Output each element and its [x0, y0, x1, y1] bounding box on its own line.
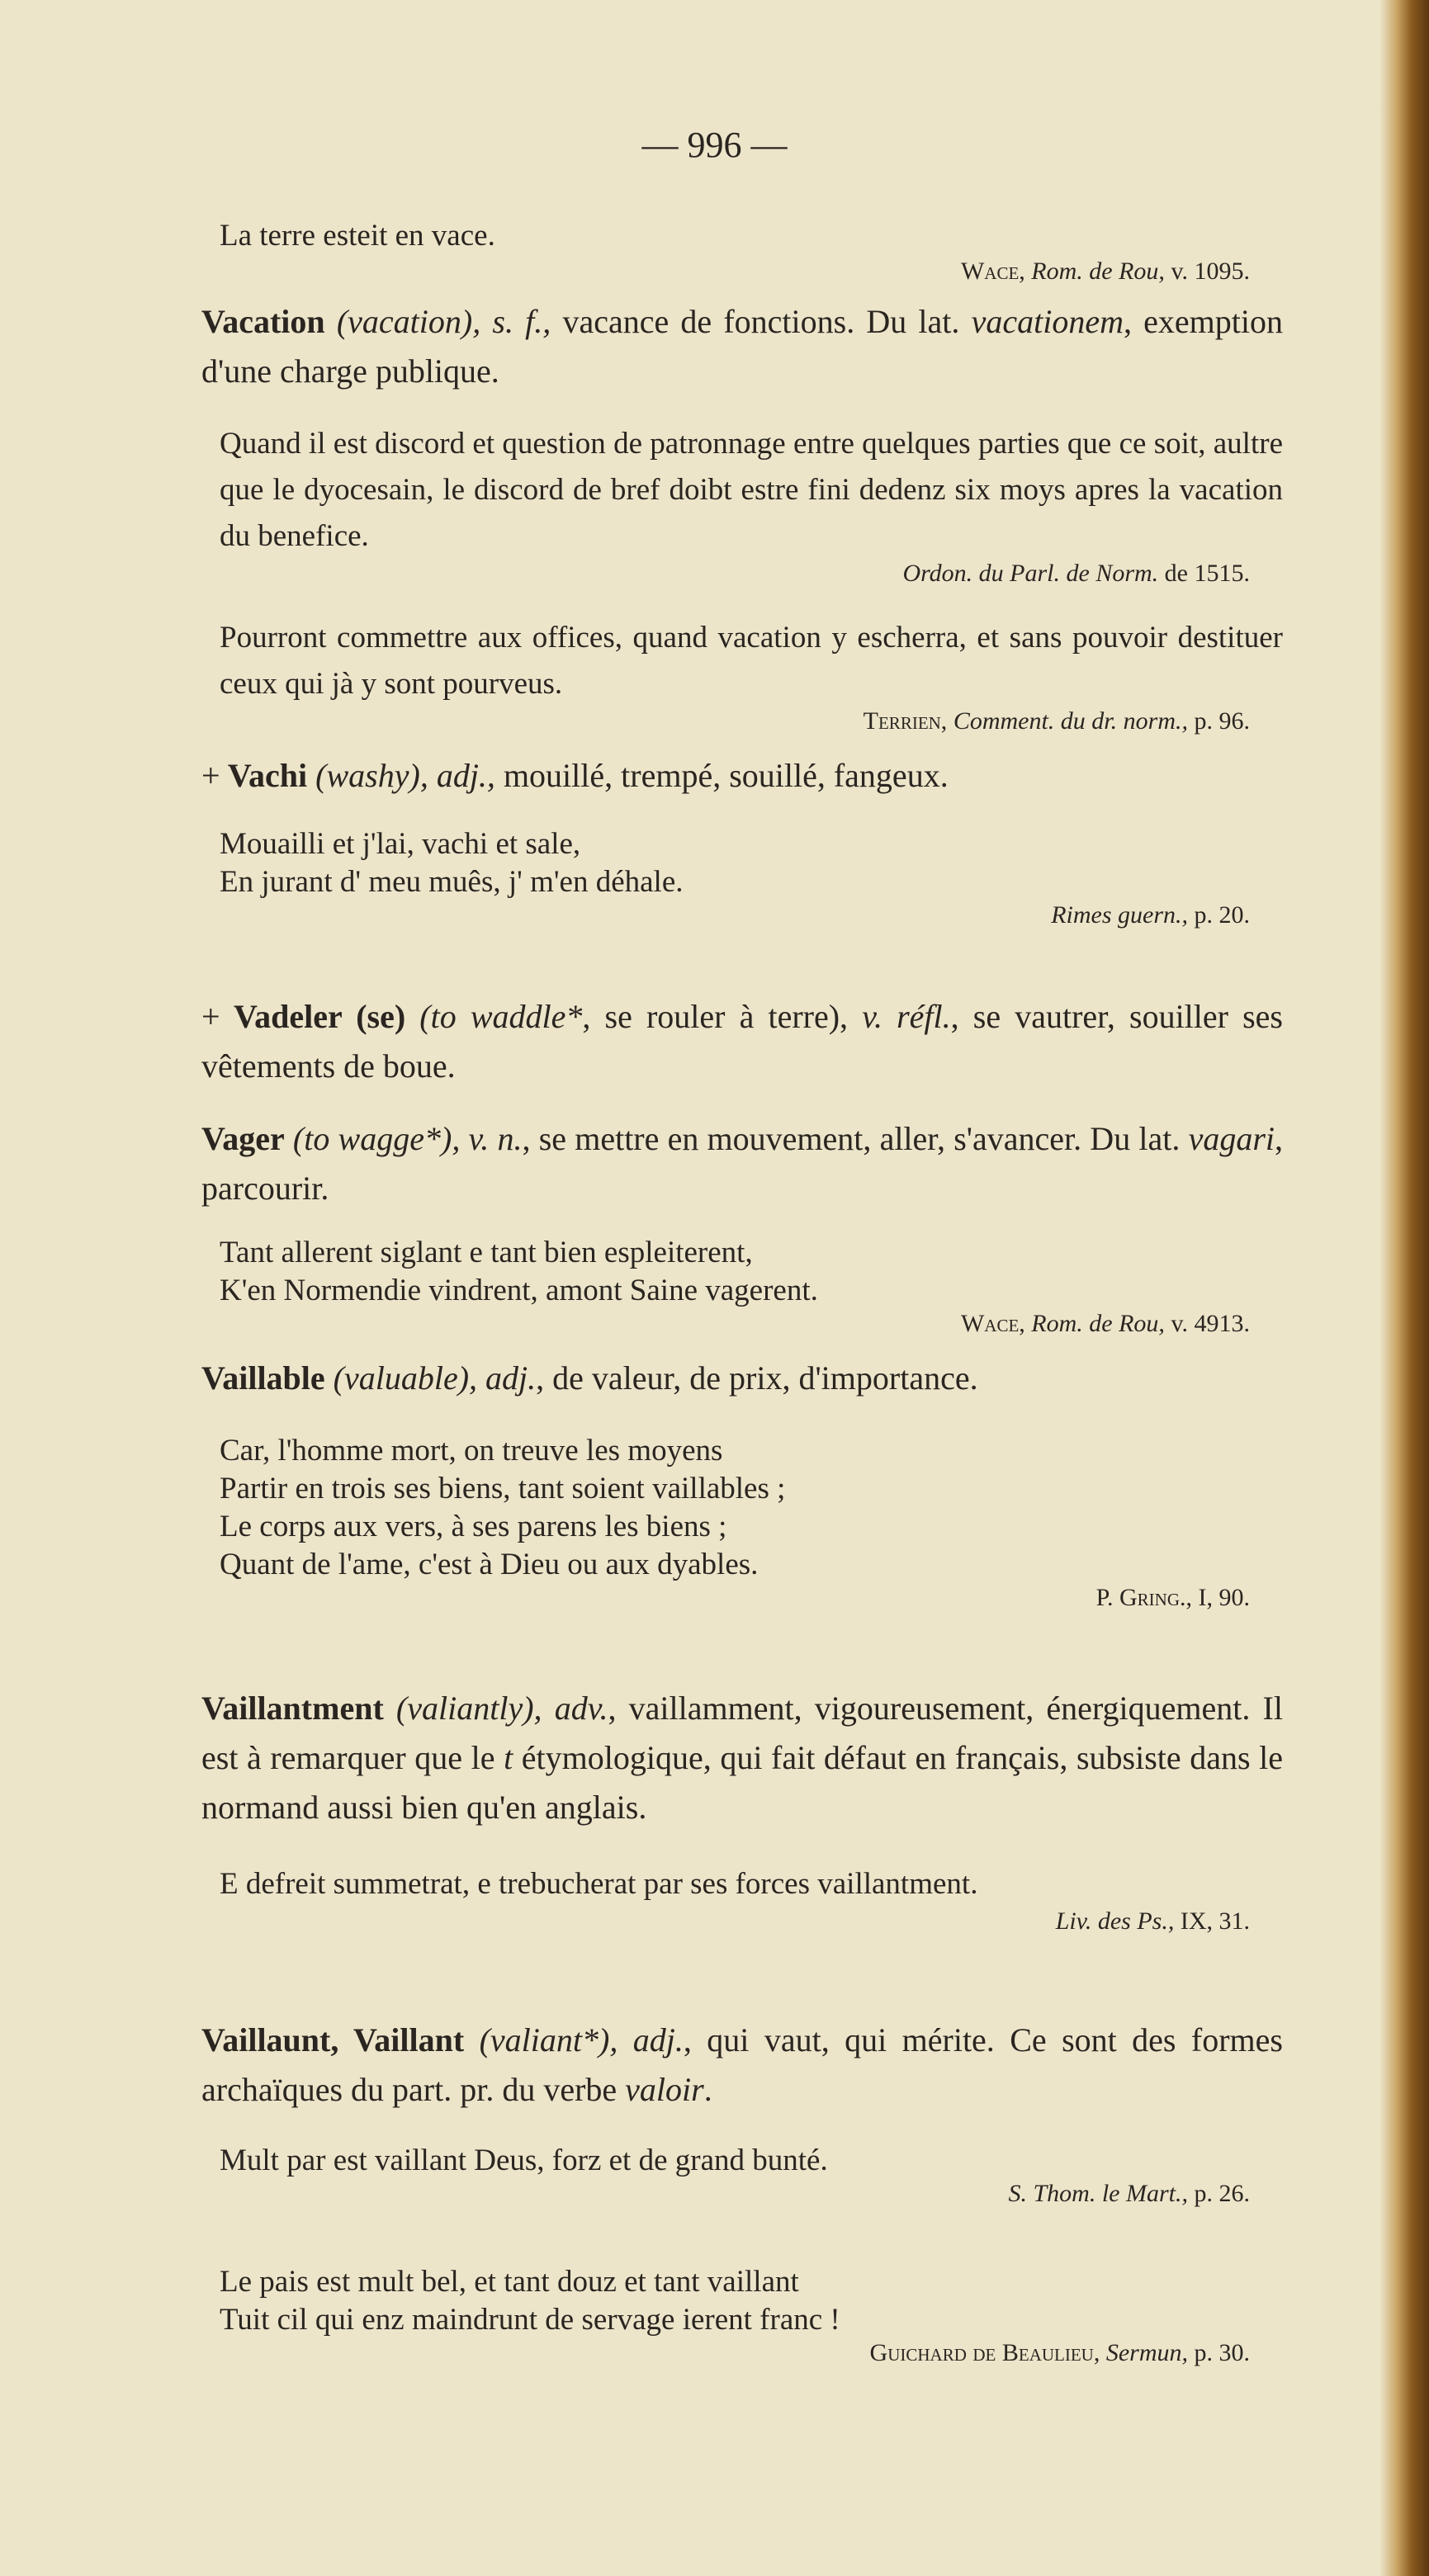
vadeler-mark: +: [201, 998, 220, 1035]
vacation-etym: (vacation): [336, 303, 473, 340]
quote-rimes: [201, 825, 1283, 929]
vager-head: Vager: [201, 1120, 285, 1157]
quote-thomas: [201, 2142, 1283, 2208]
vager-text2: , parcourir.: [201, 1120, 1284, 1207]
b6-ref_loc: I, 90.: [1192, 1584, 1250, 1611]
b9-ref_work: Sermun,: [1100, 2339, 1188, 2366]
b9-ref_author: Guichard de Beaulieu,: [869, 2339, 1100, 2366]
b4-lines-0: Mouailli et j'lai, vachi et sale,: [220, 827, 581, 861]
vaillable-etym: (valuable): [324, 1359, 470, 1397]
quote-gringore: [201, 1432, 1283, 1612]
b3-ref_work: Comment. du dr. norm.,: [947, 707, 1188, 735]
entry-vaillantment: [201, 1684, 1283, 1832]
vacation-gram: , s. f.,: [472, 303, 551, 340]
vaillantment-etym: (valiantly): [383, 1690, 534, 1727]
vadeler-head: Vadeler (se): [220, 998, 406, 1035]
entry-vaillable: [201, 1354, 1283, 1403]
b7-quote: E defreit summetrat, e trebucherat par ses forces vaillantment.: [220, 1867, 978, 1901]
b2-ref_work: Ordon. du Parl. de Norm.: [902, 560, 1159, 587]
b3-quote: Pourront commettre aux offices, quand vacation y escherra, et sans pouvoir destituer ceux qui jà y sont pourveus.: [220, 621, 1283, 701]
citation: [201, 1584, 1283, 1612]
vacation-head: Vacation: [201, 303, 325, 340]
b1-quote: La terre esteit en vace.: [220, 219, 495, 253]
b5-lines-1: K'en Normendie vindrent, amont Saine vagerent.: [220, 1274, 818, 1307]
quote-psaumes: [201, 1861, 1283, 1936]
b4-ref_loc: p. 20.: [1188, 901, 1250, 929]
quote-wace-vagerent: [201, 1234, 1283, 1338]
b6-lines-0: Car, l'homme mort, on treuve les moyens: [220, 1434, 723, 1468]
page-number: — 996 —: [641, 125, 788, 165]
b3-ref_author: Terrien,: [863, 707, 948, 735]
entry-vacation: [201, 297, 1283, 396]
vadeler-gram: v. réfl.: [862, 998, 951, 1035]
vager-lat: vagari: [1188, 1120, 1275, 1157]
b7-ref_loc: IX, 31.: [1174, 1907, 1250, 1935]
b9-ref_loc: p. 30.: [1188, 2339, 1250, 2366]
b7-ref_work: Liv. des Ps.,: [1055, 1907, 1175, 1935]
b8-ref_loc: p. 26.: [1188, 2180, 1250, 2207]
b3-ref_loc: p. 96.: [1188, 707, 1250, 735]
vachi-head: Vachi: [220, 757, 308, 794]
b1-ref_loc: v. 1095.: [1171, 258, 1250, 285]
b5-ref_loc: v. 4913.: [1164, 1310, 1250, 1337]
quote-terrien: [201, 615, 1283, 735]
vager-text1: , se mettre en mouvement, aller, s'avancer. Du lat.: [522, 1120, 1189, 1157]
b2-quote: Quand il est discord et question de patronnage entre quelques parties que ce soit, aultre que le dyocesain, le discord de bref doibt estre fini dedenz six moys apres la vacation du benefice.: [220, 427, 1283, 553]
quote-vace: [201, 215, 1283, 286]
b9-lines-1: Tuit cil qui enz maindrunt de servage ierent franc !: [220, 2303, 840, 2337]
vaillaunt-verb: valoir: [625, 2071, 704, 2108]
b5-ref_work: Rom. de Rou,: [1024, 1310, 1165, 1337]
citation: [201, 1310, 1283, 1338]
vadeler-text2: , se vautrer, souiller ses vêtements de boue.: [201, 998, 1283, 1085]
b1-ref_work: Rom. de Rou,: [1031, 258, 1165, 285]
entry-vadeler: [201, 992, 1283, 1091]
vaillable-head: Vaillable: [201, 1359, 325, 1397]
b9-lines-0: Le pais est mult bel, et tant douz et tant vaillant: [220, 2265, 799, 2299]
b1-ref_author: Wace,: [960, 258, 1025, 285]
citation: [201, 1907, 1283, 1936]
vaillaunt-gram: , adj.: [609, 2021, 684, 2058]
vager-gram: , v. n.: [452, 1120, 523, 1157]
citation: [201, 901, 1283, 929]
b8-ref_work: S. Thom. le Mart.,: [1008, 2180, 1188, 2207]
vadeler-text1: , se rouler à terre),: [582, 998, 863, 1035]
b4-ref_work: Rimes guern.,: [1051, 901, 1188, 929]
vaillantment-text1: , vaillamment, vigoureusement, énergiquement. Il est à remarquer que le: [201, 1690, 1283, 1776]
b2-ref_loc: de 1515.: [1158, 560, 1250, 587]
entry-vaillaunt: [201, 2016, 1283, 2115]
b4-lines-1: En jurant d' meu muês, j' m'en déhale.: [220, 865, 684, 899]
quote-guichard: [201, 2263, 1283, 2367]
citation: [201, 560, 1283, 588]
b5-lines-0: Tant allerent siglant e tant bien espleiterent,: [220, 1236, 753, 1269]
vachi-etym: (washy): [307, 757, 420, 794]
vaillaunt-text2: .: [703, 2071, 712, 2108]
vaillaunt-head: Vaillaunt, Vaillant: [201, 2021, 465, 2058]
vachi-gram: , adj.,: [419, 757, 495, 794]
vacation-lat: vacationem: [971, 303, 1124, 340]
citation: [201, 2339, 1283, 2367]
vaillantment-t: t: [504, 1739, 513, 1776]
vaillable-gram: , adj.: [469, 1359, 537, 1397]
vaillantment-head: Vaillantment: [201, 1690, 384, 1727]
vaillaunt-etym: (valiant*): [464, 2021, 610, 2058]
b6-lines-2: Le corps aux vers, à ses parens les biens ;: [220, 1510, 727, 1543]
vachi-mark: +: [201, 757, 220, 794]
b6-ref_author: P. Gring.,: [1095, 1584, 1192, 1611]
vaillantment-text2: étymologique, qui fait défaut en français, subsiste dans le normand aussi bien qu'en anglais.: [201, 1739, 1283, 1826]
citation: [201, 2180, 1283, 2208]
vaillantment-gram: , adv.: [533, 1690, 608, 1727]
vacation-text1: vacance de fonctions. Du lat.: [551, 303, 972, 340]
vager-etym: (to wagge*): [284, 1120, 452, 1157]
vacation-text2: , exemption d'une charge publique.: [201, 303, 1283, 390]
citation: [201, 707, 1283, 735]
vachi-text: mouillé, trempé, souillé, fangeux.: [494, 757, 949, 794]
vaillaunt-text1: , qui vaut, qui mérite. Ce sont des formes archaïques du part. pr. du verbe: [201, 2021, 1283, 2108]
quote-ordonnance: [201, 421, 1283, 588]
b8-quote: Mult par est vaillant Deus, forz et de grand bunté.: [220, 2144, 828, 2177]
b5-ref_author: Wace,: [960, 1310, 1025, 1337]
b6-lines-3: Quant de l'ame, c'est à Dieu ou aux dyables.: [220, 1548, 759, 1581]
entry-vager: [201, 1114, 1283, 1213]
vadeler-etym: (to waddle*: [405, 998, 583, 1035]
vaillable-text: , de valeur, de prix, d'importance.: [536, 1359, 978, 1397]
citation: [201, 258, 1283, 286]
b6-lines-1: Partir en trois ses biens, tant soient vaillables ;: [220, 1472, 786, 1505]
book-edge: [1379, 0, 1429, 2576]
entry-vachi: [201, 751, 1283, 801]
